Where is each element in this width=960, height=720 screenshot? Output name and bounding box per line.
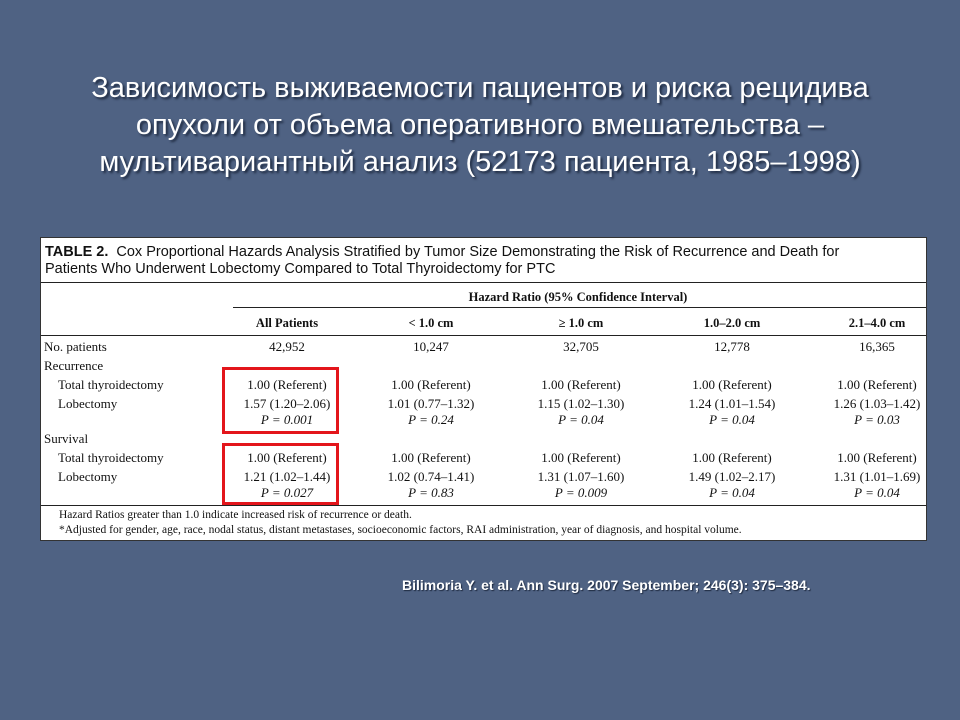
table-cell: 1.00 (Referent): [692, 450, 772, 465]
table-cell: 1.24 (1.01–1.54): [688, 396, 776, 411]
table-cell: 1.26 (1.03–1.42): [833, 396, 921, 411]
p-value: P = 0.04: [709, 412, 755, 427]
table-cell: 1.31 (1.01–1.69): [833, 469, 921, 484]
p-value: P = 0.04: [558, 412, 604, 427]
table-label: TABLE 2.: [45, 244, 109, 260]
table-cell: 10,247: [413, 339, 449, 354]
table-cell: 1.00 (Referent): [837, 450, 917, 465]
column-header: ≥ 1.0 cm: [558, 316, 604, 330]
table-cell: 1.02 (0.74–1.41): [387, 469, 475, 484]
table-footnote: *Adjusted for gender, age, race, nodal status, distant metastases, socioeconomic factors, RAI administration, year of diagnosis, and hospital volume.: [59, 524, 742, 536]
title-line: мультивариантный анализ (52173 пациента, 1985–1998): [99, 146, 861, 178]
table-cell: 42,952: [269, 339, 305, 354]
table-cell: 1.49 (1.02–2.17): [688, 469, 776, 484]
table-cell: 1.00 (Referent): [391, 450, 471, 465]
slide-title: [20, 70, 940, 181]
table-cell: 1.31 (1.07–1.60): [537, 469, 625, 484]
table-cell: 1.00 (Referent): [247, 450, 327, 465]
group-header-rule: [233, 307, 926, 308]
p-value: P = 0.03: [854, 412, 900, 427]
table-cell: 1.00 (Referent): [247, 377, 327, 392]
column-header: < 1.0 cm: [408, 316, 454, 330]
table-image: [40, 237, 927, 541]
table-cell: 1.01 (0.77–1.32): [387, 396, 475, 411]
header-rule: [41, 335, 926, 336]
caption-line: Cox Proportional Hazards Analysis Stratified by Tumor Size Demonstrating the Risk of Recurrence and Death for: [116, 244, 840, 260]
p-value: P = 0.027: [260, 485, 314, 500]
table-cell: 1.00 (Referent): [391, 377, 471, 392]
row-label-lobectomy: Lobectomy: [58, 469, 118, 484]
p-value: P = 0.24: [408, 412, 454, 427]
table-cell: 1.00 (Referent): [541, 450, 621, 465]
row-label-lobectomy: Lobectomy: [58, 396, 118, 411]
p-value: P = 0.04: [854, 485, 900, 500]
row-label-total-thyroidectomy: Total thyroidectomy: [58, 377, 164, 392]
row-label-total-thyroidectomy: Total thyroidectomy: [58, 450, 164, 465]
table-cell: 12,778: [714, 339, 750, 354]
title-line: опухоли от объема оперативного вмешательства –: [135, 109, 825, 141]
row-label-no-patients: No. patients: [44, 339, 107, 354]
section-label-recurrence: Recurrence: [44, 358, 104, 373]
p-value: P = 0.001: [260, 412, 314, 427]
table-cell: 1.21 (1.02–1.44): [243, 469, 331, 484]
table-cell: 32,705: [563, 339, 599, 354]
table-cell: 1.57 (1.20–2.06): [243, 396, 331, 411]
citation: Bilimoria Y. et al. Ann Surg. 2007 September; 246(3): 375–384.: [402, 577, 811, 593]
table-cell: 16,365: [859, 339, 895, 354]
p-value: P = 0.83: [408, 485, 454, 500]
table-cell: 1.00 (Referent): [541, 377, 621, 392]
table-cell: 1.00 (Referent): [692, 377, 772, 392]
column-header: All Patients: [255, 316, 319, 330]
title-line: Зависимость выживаемости пациентов и риска рецидива: [91, 72, 869, 104]
caption-line: Patients Who Underwent Lobectomy Compared to Total Thyroidectomy for PTC: [45, 261, 556, 277]
table-cell: 1.15 (1.02–1.30): [537, 396, 625, 411]
highlight-box-recurrence: [222, 367, 339, 434]
table-bottom-rule: [41, 505, 926, 506]
group-header: Hazard Ratio (95% Confidence Interval): [468, 290, 688, 304]
p-value: P = 0.04: [709, 485, 755, 500]
highlight-box-survival: [222, 443, 339, 505]
column-header: 2.1–4.0 cm: [848, 316, 906, 330]
table-cell: 1.00 (Referent): [837, 377, 917, 392]
table-footnote: Hazard Ratios greater than 1.0 indicate increased risk of recurrence or death.: [59, 509, 412, 521]
table-caption: [45, 244, 915, 278]
p-value: P = 0.009: [554, 485, 608, 500]
table-top-rule: [41, 282, 926, 283]
section-label-survival: Survival: [44, 431, 89, 446]
column-header: 1.0–2.0 cm: [703, 316, 761, 330]
